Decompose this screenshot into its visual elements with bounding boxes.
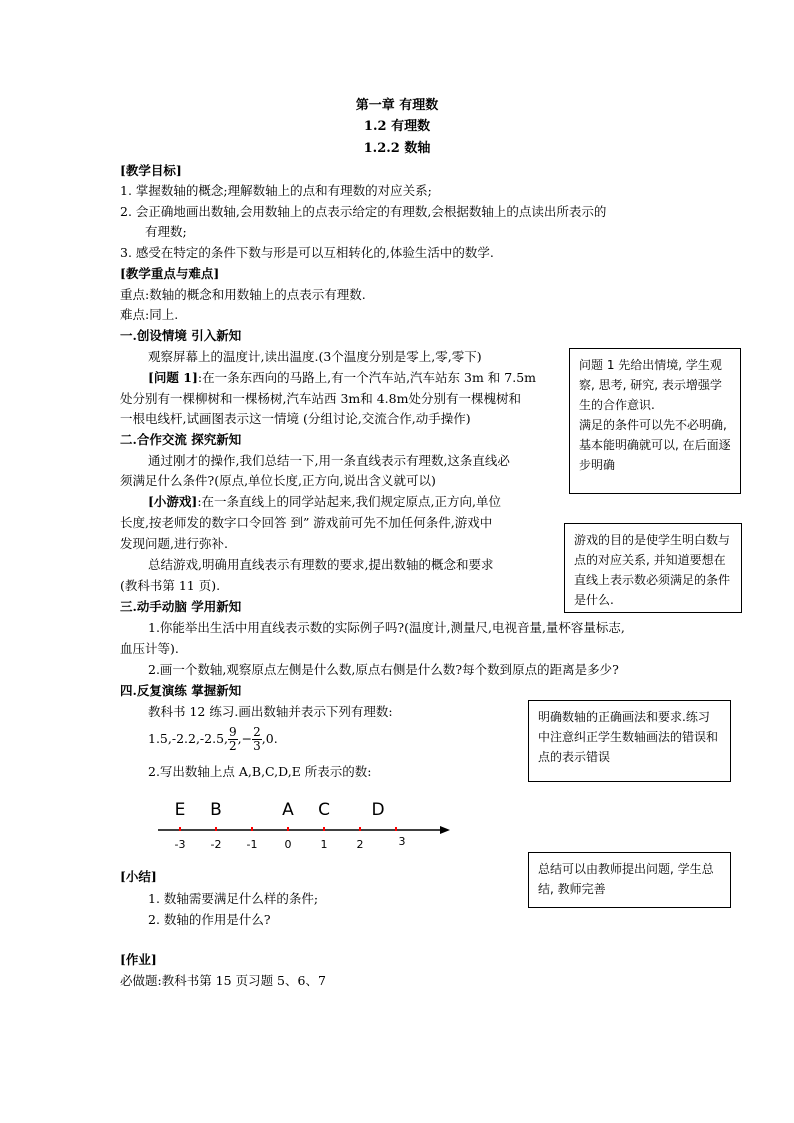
side-note-2: 游戏的目的是使学生明白数与点的对应关系, 并知道要想在直线上表示数必须满足的条件是什么. [564, 523, 742, 613]
game-label: [小游戏] [148, 494, 198, 509]
side-note-1: 问题 1 先给出情境, 学生观察, 思考, 研究, 表示增强学生的合作意识. 满足的条件可以先不必明确, 基本能明确就可以, 在后面逐步明确 [569, 348, 741, 494]
subsection-title: 1.2.2 数轴 [363, 141, 431, 156]
summary-item-2: 2. 数轴的作用是什么? [148, 912, 271, 927]
tick-label: -1 [246, 838, 258, 851]
summary-heading: [小结] [120, 869, 157, 884]
key-difficulty: 难点:同上. [120, 307, 179, 322]
point-label-c: C [318, 800, 330, 820]
tick-label: 3 [398, 835, 406, 848]
part2-game-line2: 长度,按老师发的数字口令回答 到” 游戏前可先不加任何条件,游戏中 [120, 515, 493, 530]
game-text: :在一条直线上的同学站起来,我们规定原点,正方向,单位 [197, 494, 501, 509]
section-title: 1.2 有理数 [363, 119, 431, 134]
point-label-a: A [282, 800, 294, 820]
question-1-text: :在一条东西向的马路上,有一个汽车站,汽车站东 3m 和 7.5m [197, 370, 537, 385]
point-label-b: B [210, 800, 222, 820]
part2-p1-line1: 通过刚才的操作,我们总结一下,用一条直线表示有理数,这条直线必 [148, 453, 510, 468]
part2-game [148, 493, 501, 511]
tick-label: 2 [356, 838, 364, 851]
part2-game-line3: 发现问题,进行弥补. [120, 536, 228, 551]
side-note-3: 明确数轴的正确画法和要求.练习中注意纠正学生数轴画法的错误和点的表示错误 [528, 700, 731, 782]
part2-heading: 二.合作交流 探究新知 [120, 432, 242, 447]
part3-q1-line1: 1.你能举出生活中用直线表示数的实际例子吗?(温度计,测量尺,电视音量,量杯容量标志, [148, 620, 625, 635]
part2-p1-line2: 须满足什么条件?(原点,单位长度,正方向,说出含义就可以) [120, 473, 436, 488]
goal-item-2-cont: 有理数; [145, 224, 187, 239]
chapter-title: 第一章 有理数 [355, 98, 439, 113]
point-label-e: E [174, 800, 186, 820]
part1-heading: 一.创设情境 引入新知 [120, 328, 242, 343]
part1-question [148, 369, 536, 387]
part4-heading: 四.反复演练 掌握新知 [120, 683, 242, 698]
part4-numbers: 1.5,-2.2,-2.5, $\frac{9}{2}$ ,− $\frac{2}{3}$ ,0. [148, 725, 278, 753]
part2-sum-line1: 总结游戏,明确用直线表示有理数的要求,提出数轴的概念和要求 [148, 557, 494, 572]
part4-ex1: 教科书 12 练习.画出数轴并表示下列有理数: [148, 704, 393, 719]
numbers-prefix: 1.5,-2.2,-2.5, [148, 731, 229, 746]
key-heading: [教学重点与难点] [120, 266, 220, 281]
homework-line: 必做题:教科书第 15 页习题 5、6、7 [120, 973, 326, 988]
tick-label: -2 [210, 838, 222, 851]
part4-ex2: 2.写出数轴上点 A,B,C,D,E 所表示的数: [148, 764, 372, 779]
summary-item-1: 1. 数轴需要满足什么样的条件; [148, 891, 319, 906]
fraction-two-thirds: $\frac{2}{3}$ [253, 725, 261, 753]
goal-item-1: 1. 掌握数轴的概念;理解数轴上的点和有理数的对应关系; [120, 183, 432, 198]
side-note-4: 总结可以由教师提出问题, 学生总结, 教师完善 [528, 852, 731, 908]
goal-item-2: 2. 会正确地画出数轴,会用数轴上的点表示给定的有理数,会根据数轴上的点读出所表示的 [120, 204, 607, 219]
goal-item-3: 3. 感受在特定的条件下数与形是可以互相转化的,体验生活中的数学. [120, 245, 494, 260]
part3-q2: 2.画一个数轴,观察原点左侧是什么数,原点右侧是什么数?每个数到原点的距离是多少? [148, 662, 619, 677]
axis-arrow-icon [440, 826, 450, 834]
part2-sum-line2: (教科书第 11 页). [120, 578, 221, 593]
fraction-nine-halves: $\frac{9}{2}$ [229, 725, 237, 753]
part1-line1: 观察屏幕上的温度计,读出温度.(3个温度分别是零上,零,零下) [148, 349, 482, 364]
point-label-d: D [371, 800, 385, 820]
tick-label: -3 [174, 838, 186, 851]
tick-label: 1 [320, 838, 328, 851]
goals-heading: [教学目标] [120, 163, 182, 178]
homework-heading: [作业] [120, 952, 157, 967]
tick-label: 0 [284, 838, 292, 851]
part3-heading: 三.动手动脑 学用新知 [120, 599, 242, 614]
question-1-label: [问题 1] [148, 370, 198, 385]
part1-q-line2: 处分别有一棵柳树和一棵杨树,汽车站西 3m和 4.8m处分别有一棵槐树和 [120, 391, 521, 406]
key-focus: 重点:数轴的概念和用数轴上的点表示有理数. [120, 287, 366, 302]
part3-q1-line2: 血压计等). [120, 641, 179, 656]
numbers-suffix: ,0. [261, 731, 278, 746]
part1-q-line3: 一根电线杆,试画图表示这一情境 (分组讨论,交流合作,动手操作) [120, 411, 471, 426]
number-line-figure [150, 790, 470, 860]
